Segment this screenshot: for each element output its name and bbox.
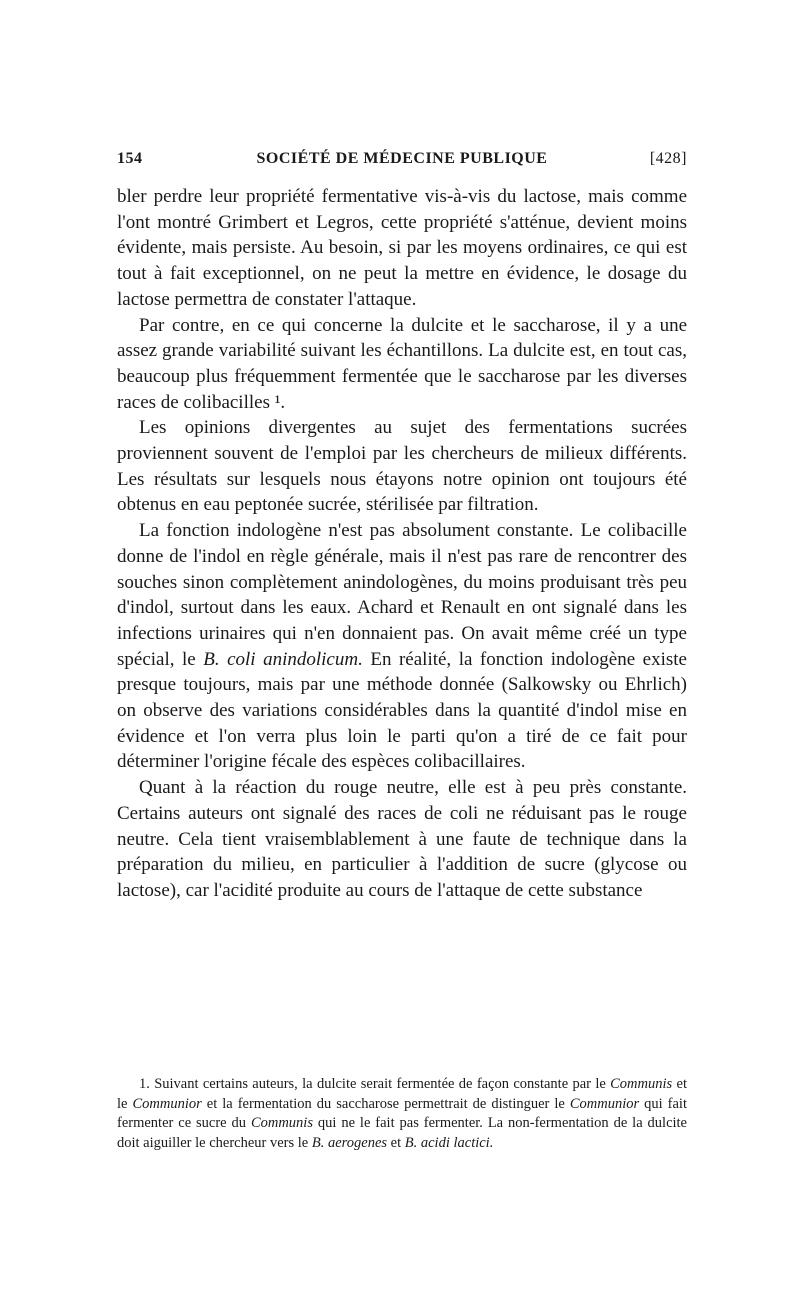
footnote-species: Communior <box>569 1095 640 1112</box>
page-number: 154 <box>117 150 143 167</box>
body-text <box>117 184 687 904</box>
paragraph-4-species: B. coli anindolicum. <box>203 648 363 670</box>
footnote-text: et <box>387 1134 405 1151</box>
paragraph-3: Les opinions divergentes au sujet des fermentations sucrées proviennent souvent de l'emploi par les chercheurs de milieux différents. Les résultats sur lesquels nous étayons notre opinion ont toujours été obtenus en eau peptonée sucrée, stérilisée par filtration. <box>117 417 687 516</box>
running-header <box>117 150 687 174</box>
footnote-species: Communior <box>132 1095 202 1112</box>
footnote-species: Communis <box>610 1076 673 1092</box>
running-title: SOCIÉTÉ DE MÉDECINE PUBLIQUE <box>256 150 548 167</box>
footnote-species: B. acidi lactici. <box>404 1134 494 1151</box>
footnote-text: et la fermentation du saccharose permettrait de distinguer le <box>201 1095 570 1112</box>
bracket-page-number: [428] <box>649 150 687 167</box>
footnote <box>117 1075 687 1153</box>
paragraph-4 <box>117 518 687 775</box>
footnote-species: B. aerogenes <box>311 1134 388 1151</box>
paragraph-4-text-a: La fonction indologène n'est pas absolument constante. Le colibacille donne de l'indol en règle générale, mais il n'est pas rare de rencontrer des souches sinon complètement anindologènes, du moins produisant très peu d'indol, surtout dans les eaux. Achard et Renault en ont signalé dans les infections urinaires qui n'en donnaient pas. On avait même créé un type spécial, le <box>117 520 687 670</box>
footnote-text: 1. Suivant certains auteurs, la dulcite serait fermentée de façon constante par le <box>139 1076 611 1092</box>
footnote-1 <box>117 1075 687 1153</box>
footnote-text: qui fait fermenter ce sucre du <box>117 1095 687 1131</box>
footnote-text: qui ne le fait pas fermenter. La non-fermentation de la dulcite doit aiguiller le chercheur vers le <box>117 1115 687 1151</box>
paragraph-4-text-b: En réalité, la fonction indologène existe presque toujours, mais par une méthode donnée (Salkowsky ou Ehrlich) on observe des variations considérables dans la quantité d'indol mise en évidence et l'on verra plus loin le parti qu'on a tiré de ce fait pour déterminer l'origine fécale des espèces colibacillaires. <box>117 648 687 773</box>
paragraph-5: Quant à la réaction du rouge neutre, elle est à peu près constante. Certains auteurs ont signalé des races de coli ne réduisant pas le rouge neutre. Cela tient vraisemblablement à une faute de technique dans la préparation du milieu, en particulier à l'addition de sucre (glycose ou lactose), car l'acidité produite au cours de l'attaque de cette substance <box>117 777 687 901</box>
footnote-text: et le <box>117 1076 687 1112</box>
footnote-species: Communis <box>250 1115 313 1131</box>
paragraph-2: Par contre, en ce qui concerne la dulcite et le saccharose, il y a une assez grande variabilité suivant les échantillons. La dulcite est, en tout cas, beaucoup plus fréquemment fermentée que le saccharose par les diverses races de colibacilles ¹. <box>117 314 687 413</box>
paragraph-1: bler perdre leur propriété fermentative vis-à-vis du lactose, mais comme l'ont montré Grimbert et Legros, cette propriété s'atténue, devient moins évidente, mais persiste. Au besoin, si par les moyens ordinaires, ce qui est tout à fait exceptionnel, on ne peut la mettre en évidence, le dosage du lactose permettra de constater l'attaque. <box>117 186 687 310</box>
